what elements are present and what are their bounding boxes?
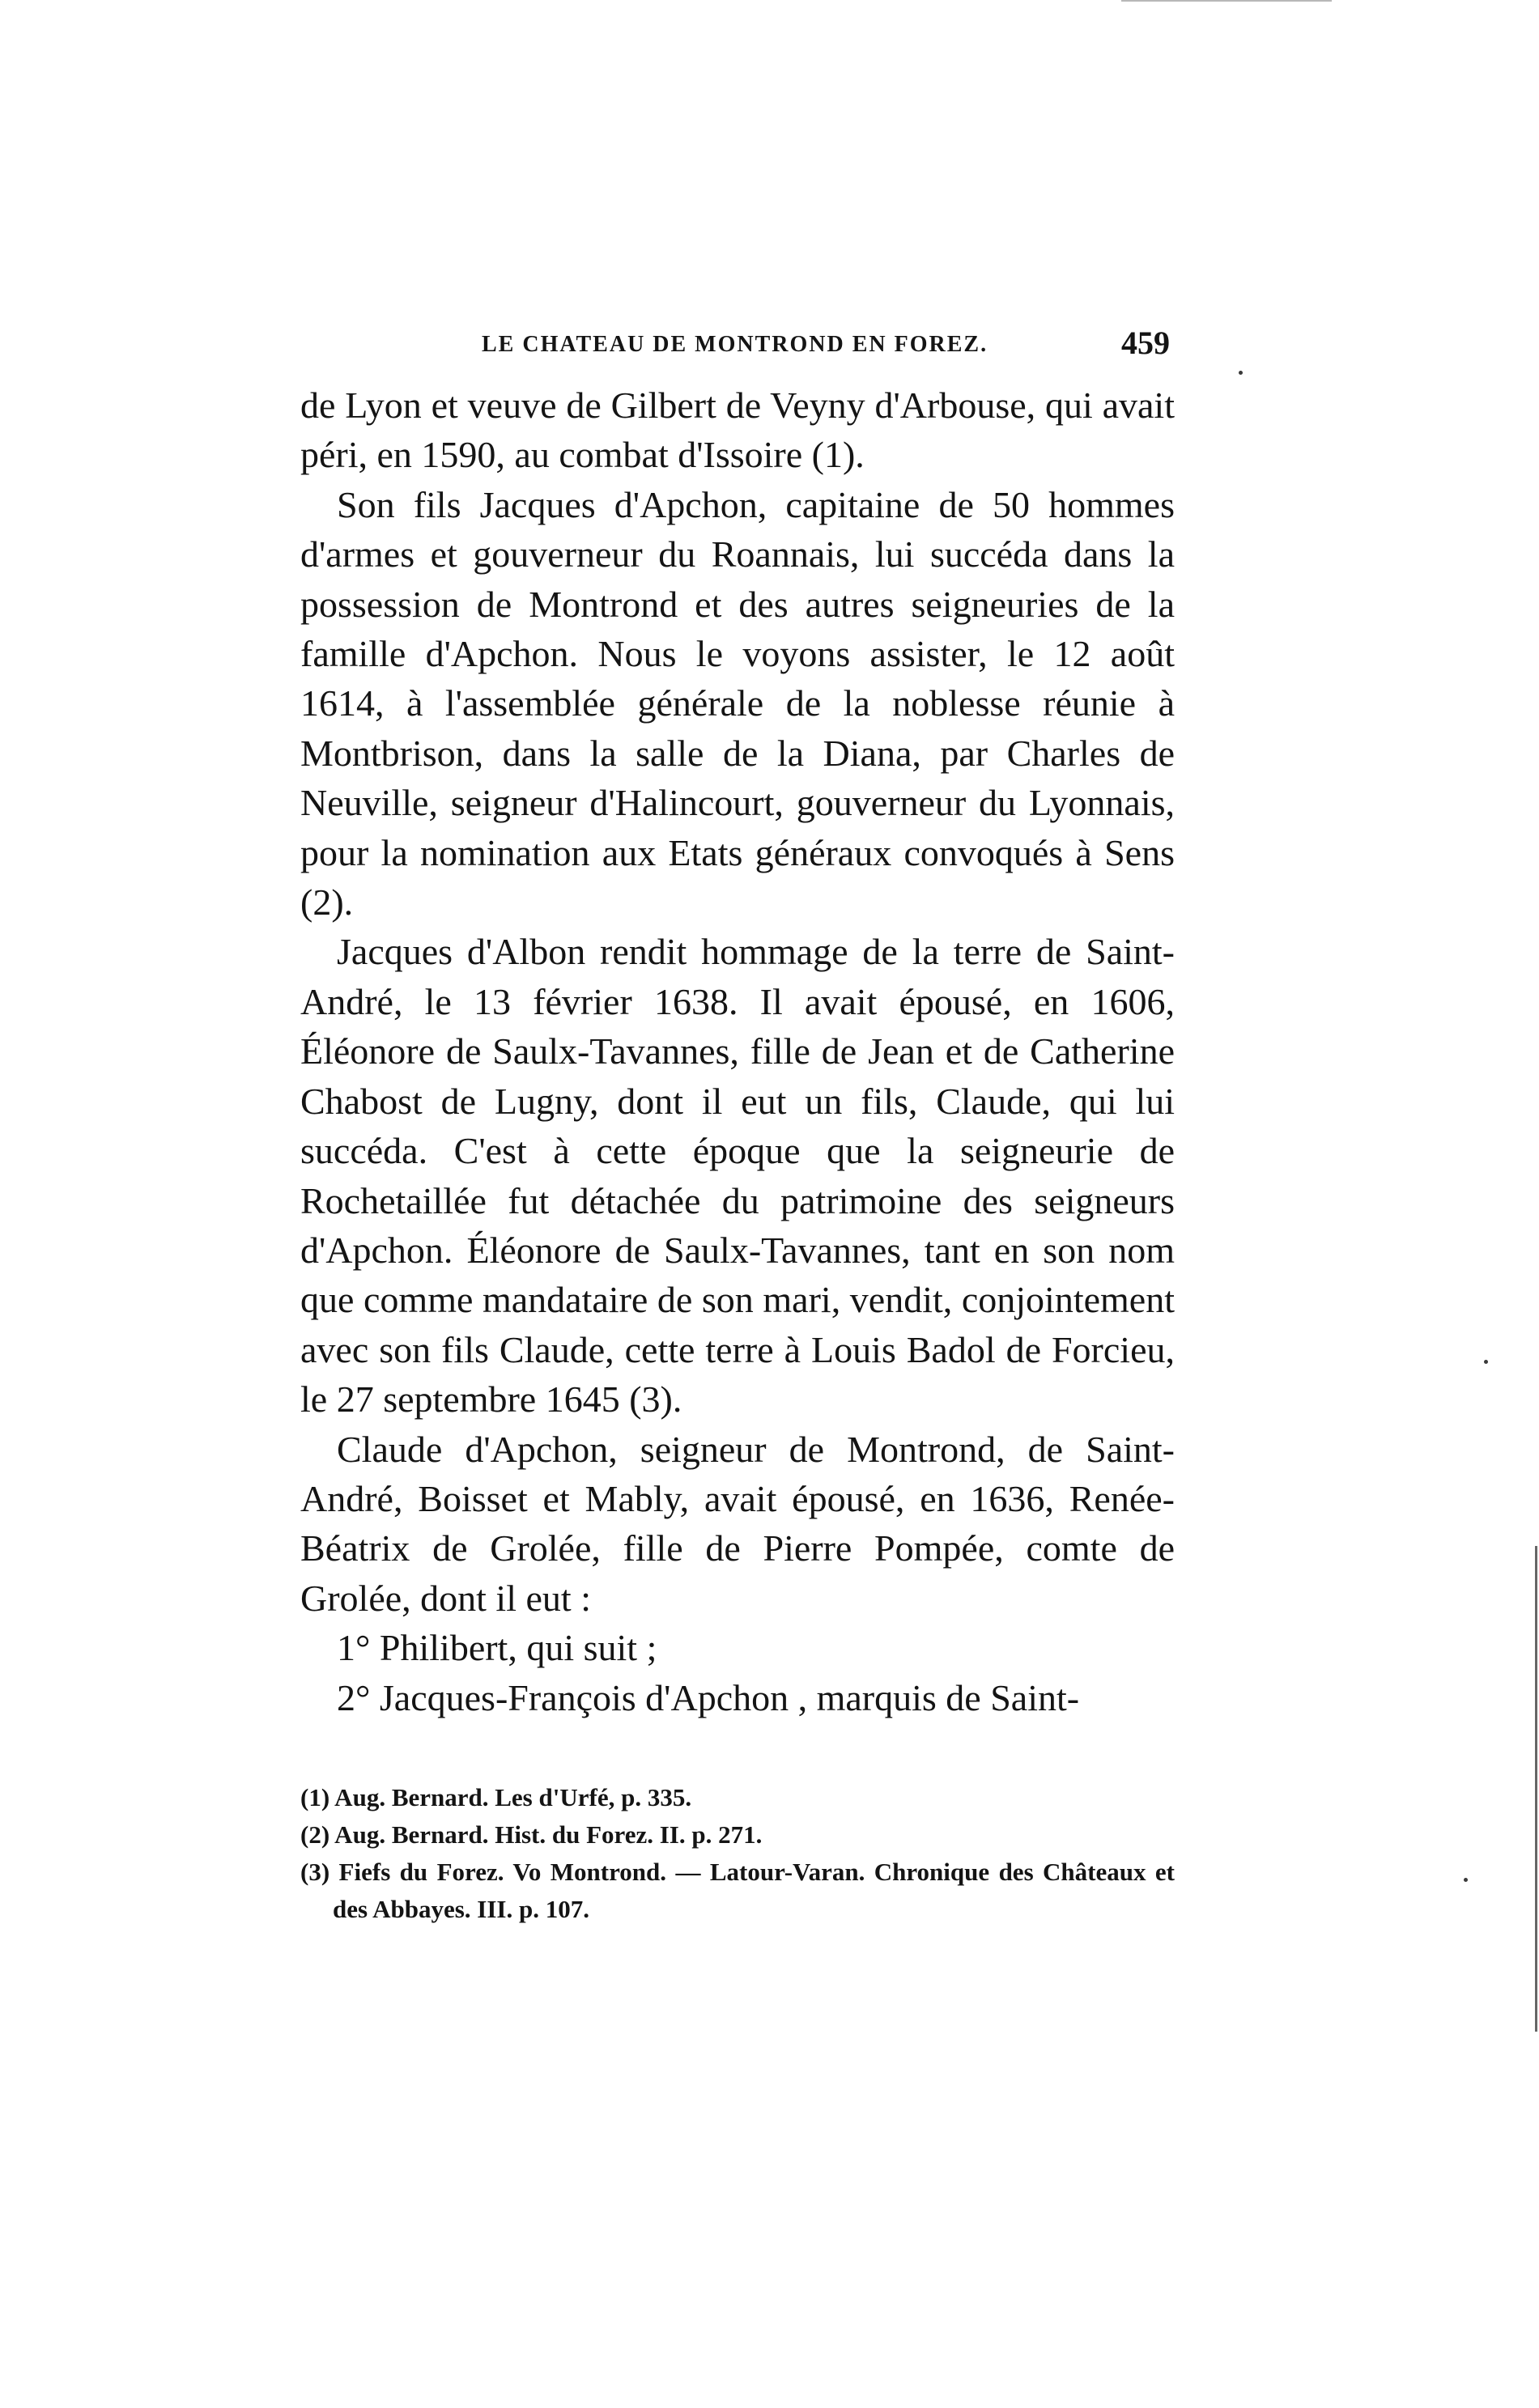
footnote: (1) Aug. Bernard. Les d'Urfé, p. 335.: [300, 1783, 692, 1811]
list-item: 1° Philibert, qui suit ;: [337, 1627, 657, 1669]
paragraph: Claude d'Apchon, seigneur de Montrond, de Saint-André, Boisset et Mably, avait épousé, en 1636, Renée-Béatrix de Grolée, fille de Pierre Pompée, comte de Grolée, dont il eut :: [300, 1428, 1175, 1619]
scan-rule-mark: [1121, 0, 1332, 2]
list-item: 2° Jacques-François d'Apchon , marquis de Saint-: [337, 1676, 1080, 1718]
scan-speck: [1484, 1360, 1488, 1364]
scan-speck: [1239, 371, 1243, 375]
body-text: [300, 380, 1175, 1722]
running-title: LE CHATEAU DE MONTROND EN FOREZ.: [482, 332, 988, 357]
paragraph: de Lyon et veuve de Gilbert de Veyny d'Arbouse, qui avait péri, en 1590, au combat d'Issoire (1).: [300, 384, 1175, 476]
page-number: 459: [1121, 325, 1170, 361]
paragraph: Jacques d'Albon rendit hommage de la terre de Saint-André, le 13 février 1638. Il avait épousé, en 1606, Éléonore de Saulx-Tavannes, fille de Jean et de Catherine Chabost de Lugny, dont il eut un fils, Claude, qui lui succéda. C'est à cette époque que la seigneurie de Rochetaillée fut détachée du patrimoine des seigneurs d'Apchon. Éléonore de Saulx-Tavannes, tant en son nom que comme mandataire de son mari, vendit, conjointement avec son fils Claude, cette terre à Louis Badol de Forcieu, le 27 septembre 1645 (3).: [300, 931, 1175, 1421]
footnote: (2) Aug. Bernard. Hist. du Forez. II. p. 271.: [300, 1820, 763, 1849]
scan-speck: [1464, 1878, 1468, 1882]
footnote: (3) Fiefs du Forez. Vo Montrond. — Latour-Varan. Chronique des Châteaux et des Abbayes. III. p. 107.: [300, 1858, 1175, 1923]
footnotes: [300, 1779, 1175, 1928]
paragraph: Son fils Jacques d'Apchon, capitaine de 50 hommes d'armes et gouverneur du Roannais, lui succéda dans la possession de Montrond et des autres seigneuries de la famille d'Apchon. Nous le voyons assister, le 12 août 1614, à l'assemblée générale de la noblesse réunie à Montbrison, dans la salle de la Diana, par Charles de Neuville, seigneur d'Halincourt, gouverneur du Lyonnais, pour la nomination aux Etats généraux convoqués à Sens (2).: [300, 483, 1175, 924]
scan-edge-line: [1535, 1546, 1537, 2032]
